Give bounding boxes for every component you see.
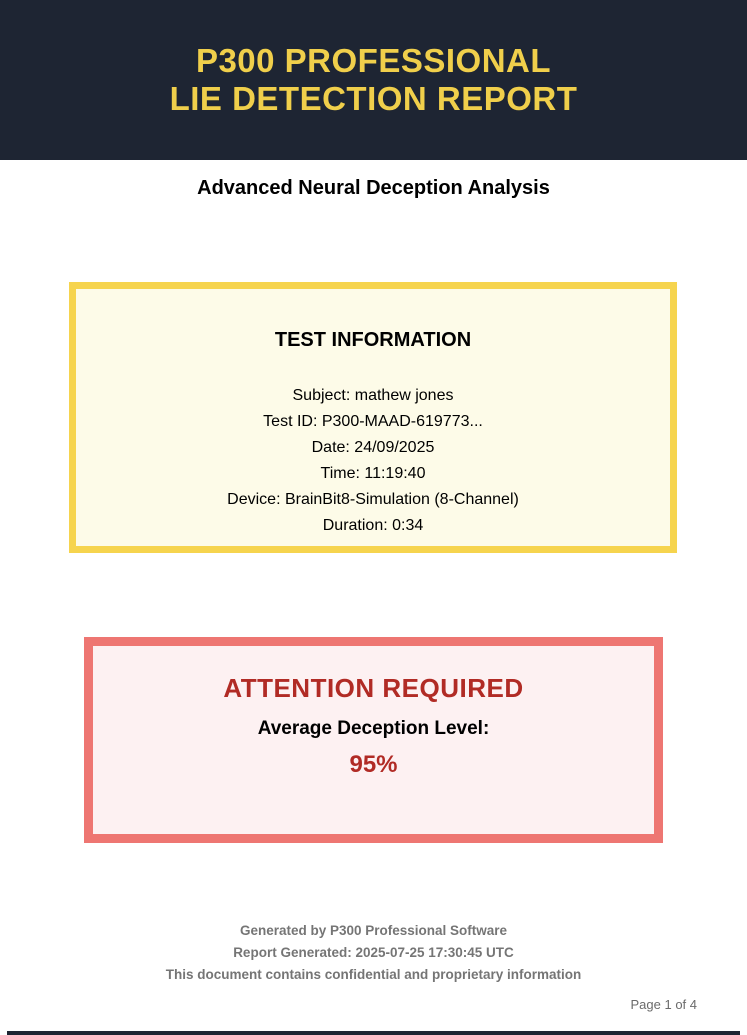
attention-box: [84, 637, 663, 843]
next-page-top-edge: [7, 1031, 740, 1035]
report-title-line-1: P300 PROFESSIONAL: [195, 42, 552, 79]
report-footer: [0, 920, 747, 986]
deception-level-value: 95%: [349, 751, 398, 778]
test-info-time: Time: 11:19:40: [320, 465, 426, 482]
report-title: [170, 42, 578, 118]
attention-title: ATTENTION REQUIRED: [223, 673, 524, 703]
test-info-subject: Subject: mathew jones: [292, 387, 454, 404]
footer-report-generated: Report Generated: 2025-07-25 17:30:45 UTC: [233, 945, 514, 960]
report-subtitle: Advanced Neural Deception Analysis: [197, 177, 550, 199]
footer-confidentiality: This document contains confidential and proprietary information: [165, 967, 582, 982]
test-info-device: Device: BrainBit8-Simulation (8-Channel): [227, 491, 519, 508]
test-info-date: Date: 24/09/2025: [311, 439, 435, 456]
test-info-title: TEST INFORMATION: [274, 329, 472, 351]
footer-generated-by: Generated by P300 Professional Software: [239, 923, 508, 938]
report-header: [0, 0, 747, 160]
page-number: Page 1 of 4: [630, 997, 697, 1012]
test-info-duration: Duration: 0:34: [322, 517, 424, 534]
test-info-lines: [76, 383, 670, 539]
deception-level-label: Average Deception Level:: [257, 718, 490, 739]
test-info-box: [69, 282, 677, 553]
report-title-line-2: LIE DETECTION REPORT: [169, 80, 578, 117]
test-info-test-id: Test ID: P300-MAAD-619773...: [263, 413, 483, 430]
